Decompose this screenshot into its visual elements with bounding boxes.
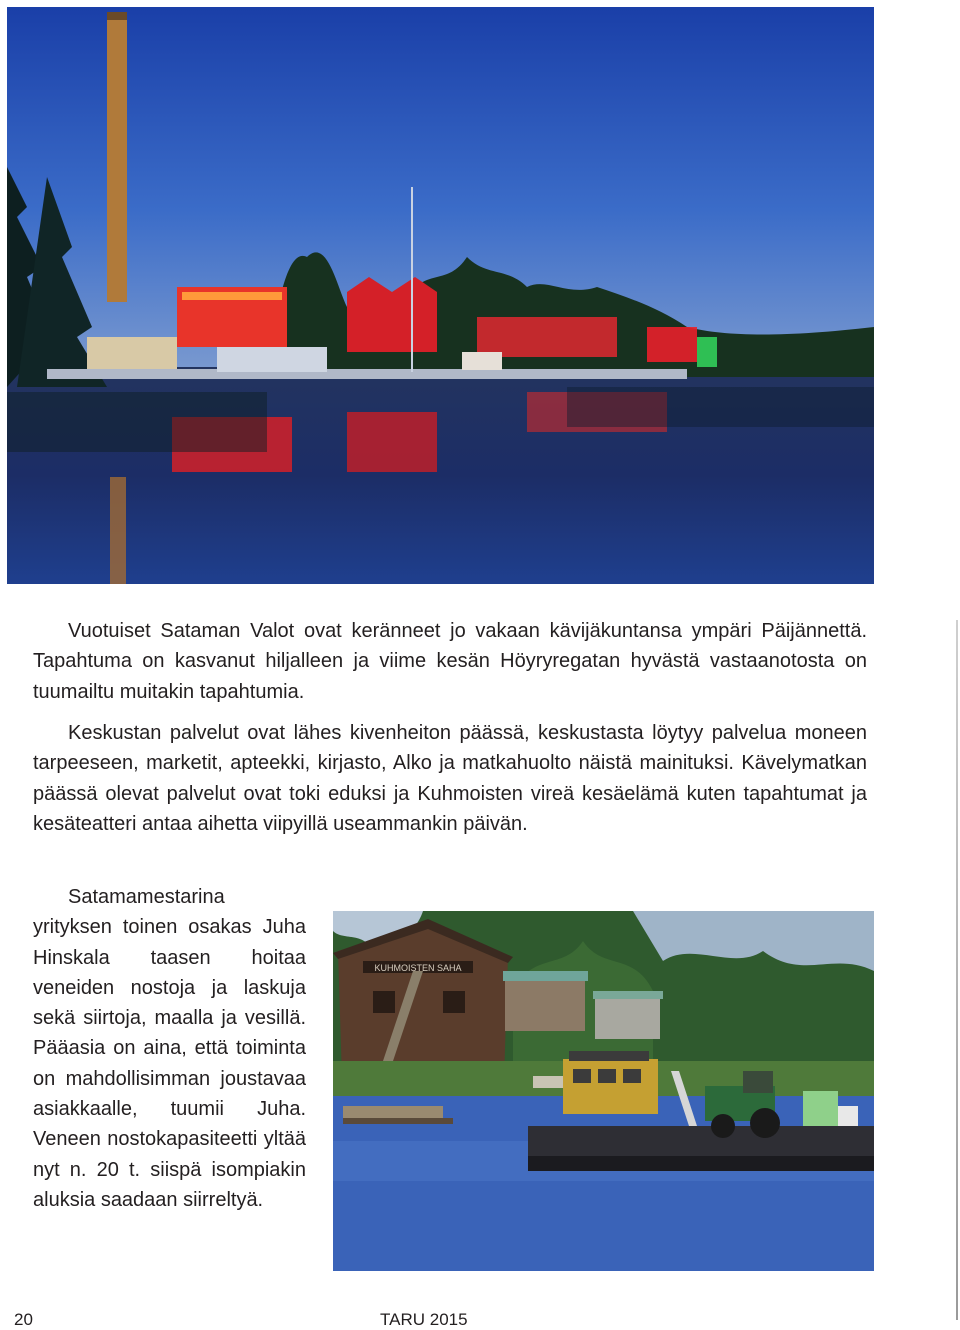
sawmill-barge-photo bbox=[333, 911, 874, 1271]
article-paragraph-3: Satamamestarina yrityksen toinen osakas Juha Hinskala taasen hoitaa veneiden nostoja ja laskuja sekä siirtoja, maalla ja vesillä. Pääasia on aina, että toiminta on mahdollisimman joustavaa asiakkaalle, tuumii Juha. Veneen nostokapasiteetti yltää nyt n. 20 t. siispä isompiakin aluksia saadaan siirreltyä. bbox=[33, 886, 306, 1211]
article-paragraph-2: Keskustan palvelut ovat lähes kivenheiton päässä, keskustasta löytyy palvelua moneen tarpeeseen, marketit, apteekki, kirjasto, Alko ja matkahuolto näistä mainituksi. Kävelymatkan päässä olevat palvelut ovat toki eduksi ja Kuhmoisten vireä kesäelämä kuten tapahtumat ja kesäteatteri antaa aihetta viipyillä useammankin päivän. bbox=[33, 722, 867, 835]
sawmill-sign-text: KUHMOISTEN SAHA bbox=[374, 963, 462, 973]
page-edge-line bbox=[956, 620, 958, 1320]
sawmill-barge-illustration bbox=[333, 911, 874, 1271]
harbour-lights-photo bbox=[7, 7, 874, 584]
harbour-lights-illustration bbox=[7, 7, 874, 584]
article-paragraph-1: Vuotuiset Sataman Valot ovat keränneet jo vakaan kävijäkuntansa ympäri Päijännettä. Tapahtuma on kasvanut hiljalleen ja viime kesän Höyryregatan hyvästä vastaanotosta on tuumailtu muitakin tapahtumia. bbox=[33, 620, 867, 703]
magazine-name: TARU 2015 bbox=[380, 1310, 468, 1329]
page-number: 20 bbox=[14, 1310, 33, 1329]
